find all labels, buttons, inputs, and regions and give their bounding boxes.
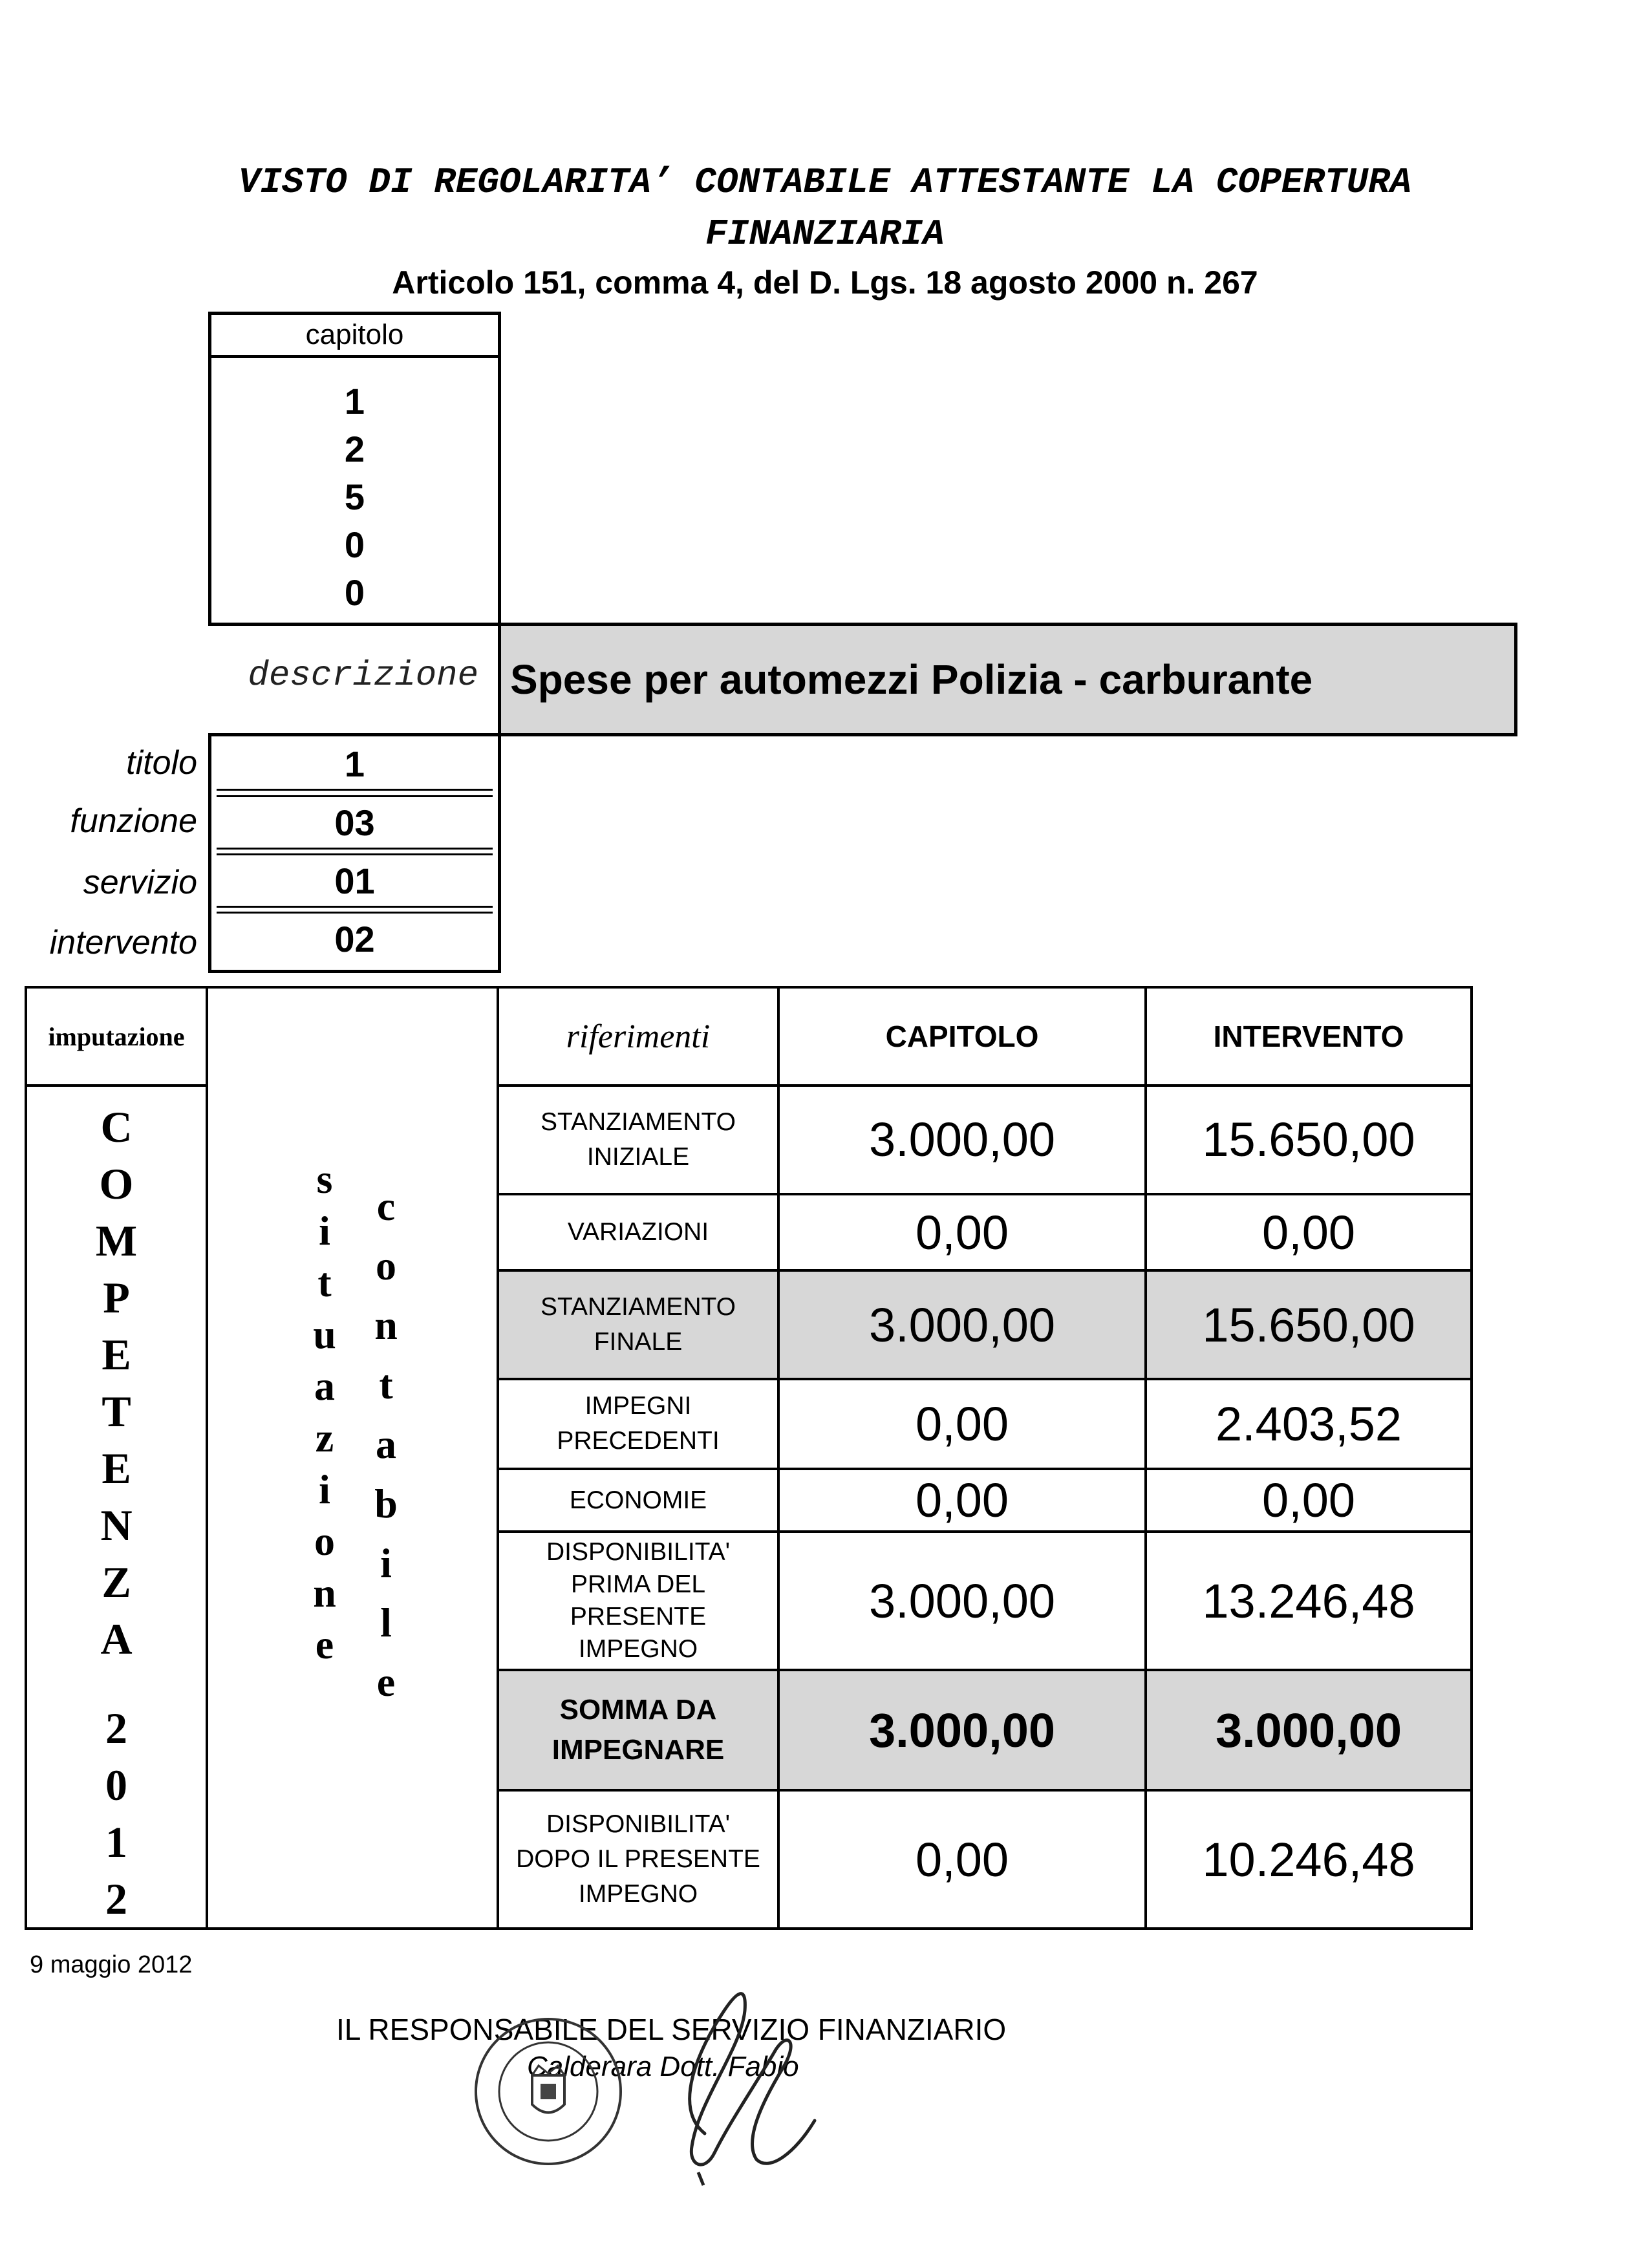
descrizione-label: descrizione xyxy=(248,656,478,696)
vertical-letter: s xyxy=(316,1156,333,1202)
codes-inner xyxy=(217,733,493,973)
descrizione-value: Spese per automezzi Polizia - carburante xyxy=(498,623,1517,736)
vertical-letter: l xyxy=(380,1599,392,1645)
accounting-table xyxy=(25,986,1473,1930)
titolo-value: 1 xyxy=(217,738,493,791)
vertical-letter: O xyxy=(99,1159,134,1208)
imputazione-header: imputazione xyxy=(26,987,207,1086)
vertical-letter: Z xyxy=(102,1557,131,1607)
vertical-letter: u xyxy=(313,1311,336,1357)
vertical-letter: N xyxy=(100,1501,133,1550)
servizio-value: 01 xyxy=(217,853,493,908)
funzione-value: 03 xyxy=(217,795,493,850)
vertical-letter: e xyxy=(376,1659,396,1705)
vertical-letter: a xyxy=(376,1421,396,1467)
capitolo-value: 0,00 xyxy=(778,1379,1146,1469)
intervento-value: 0,00 xyxy=(1146,1469,1472,1532)
vertical-spacer xyxy=(27,1667,206,1700)
competenza-cell xyxy=(26,1086,207,1929)
capitolo-value: 3.000,00 xyxy=(778,1670,1146,1791)
intervento-value: 02 xyxy=(217,912,493,964)
capitolo-digit: 0 xyxy=(344,524,365,565)
capitolo-header: CAPITOLO xyxy=(778,987,1146,1086)
capitolo-number xyxy=(211,378,498,617)
vertical-letter: n xyxy=(374,1302,398,1348)
document-title-line2: FINANZIARIA xyxy=(705,213,945,255)
vertical-letter: E xyxy=(102,1330,131,1379)
document-title-line1: VISTO DI REGOLARITA’ CONTABILE ATTESTANTE LA COPERTURA xyxy=(238,162,1412,203)
vertical-letter: i xyxy=(319,1208,330,1254)
vertical-letter: a xyxy=(314,1363,335,1409)
capitolo-digit: 0 xyxy=(344,572,365,613)
intervento-value: 13.246,48 xyxy=(1146,1532,1472,1670)
capitolo-value: 3.000,00 xyxy=(778,1270,1146,1379)
vertical-letter: n xyxy=(313,1570,336,1616)
vertical-letter: 0 xyxy=(105,1760,127,1810)
vertical-letter: 2 xyxy=(105,1874,127,1923)
capitolo-label: capitolo xyxy=(208,312,501,358)
row-label-variazioni: VARIAZIONI xyxy=(498,1194,778,1270)
vertical-letter: t xyxy=(317,1259,332,1305)
situazione-contabile-cell xyxy=(207,987,498,1929)
intervento-value: 15.650,00 xyxy=(1146,1086,1472,1194)
handwritten-signature xyxy=(601,1972,847,2192)
vertical-letter: C xyxy=(100,1102,133,1151)
capitolo-digit: 2 xyxy=(344,429,365,469)
intervento-value: 10.246,48 xyxy=(1146,1790,1472,1929)
intervento-label: intervento xyxy=(49,924,197,961)
signature-icon xyxy=(601,1972,847,2192)
vertical-letter: i xyxy=(380,1540,392,1586)
row-label-impegni-precedenti: IMPEGNI PRECEDENTI xyxy=(498,1379,778,1469)
vertical-letter: z xyxy=(315,1415,334,1460)
row-label-economie: ECONOMIE xyxy=(498,1469,778,1532)
capitolo-number-box xyxy=(208,355,501,626)
intervento-value: 0,00 xyxy=(1146,1194,1472,1270)
capitolo-value: 0,00 xyxy=(778,1469,1146,1532)
document-subtitle: Articolo 151, comma 4, del D. Lgs. 18 agosto 2000 n. 267 xyxy=(392,264,1258,301)
servizio-label: servizio xyxy=(83,864,197,901)
vertical-letter: t xyxy=(379,1362,393,1407)
vertical-letter: 2 xyxy=(105,1704,127,1753)
intervento-value: 15.650,00 xyxy=(1146,1270,1472,1379)
row-label-disponibilita-prima: DISPONIBILITA' PRIMA DEL PRESENTE IMPEGNO xyxy=(498,1532,778,1670)
responsible-name: Calderara Dott. Fabio xyxy=(527,2051,799,2082)
vertical-letter: A xyxy=(100,1614,133,1664)
titolo-label: titolo xyxy=(126,744,197,782)
row-label-somma-da-impegnare: SOMMA DA IMPEGNARE xyxy=(498,1670,778,1791)
vertical-letter: o xyxy=(314,1518,335,1564)
riferimenti-header: riferimenti xyxy=(498,987,778,1086)
vertical-letter: i xyxy=(319,1466,330,1512)
competenza-vertical xyxy=(27,1087,206,1927)
capitolo-digit: 1 xyxy=(344,381,365,422)
vertical-letter: b xyxy=(374,1481,398,1526)
vertical-letter: T xyxy=(102,1387,131,1436)
intervento-header: INTERVENTO xyxy=(1146,987,1472,1086)
row-label-disponibilita-dopo: DISPONIBILITA' DOPO IL PRESENTE IMPEGNO xyxy=(498,1790,778,1929)
situazione-vertical xyxy=(305,1155,344,1673)
vertical-letter: 1 xyxy=(105,1817,127,1867)
capitolo-value: 3.000,00 xyxy=(778,1532,1146,1670)
vertical-letter: E xyxy=(102,1444,131,1493)
vertical-letter: c xyxy=(376,1183,396,1229)
document-date: 9 maggio 2012 xyxy=(30,1951,193,1978)
capitolo-value: 3.000,00 xyxy=(778,1086,1146,1194)
funzione-label: funzione xyxy=(70,802,197,840)
vertical-letter: e xyxy=(315,1621,334,1667)
capitolo-value: 0,00 xyxy=(778,1194,1146,1270)
intervento-value: 2.403,52 xyxy=(1146,1379,1472,1469)
responsible-role: IL RESPONSABILE DEL SERVIZIO FINANZIARIO xyxy=(336,2013,1007,2046)
vertical-letter: o xyxy=(376,1243,396,1289)
capitolo-digit: 5 xyxy=(344,476,365,517)
capitolo-value: 0,00 xyxy=(778,1790,1146,1929)
vertical-letter: P xyxy=(103,1273,130,1322)
intervento-value: 3.000,00 xyxy=(1146,1670,1472,1791)
row-label-stanziamento-finale: STANZIAMENTO FINALE xyxy=(498,1270,778,1379)
row-label-stanziamento-iniziale: STANZIAMENTO INIZIALE xyxy=(498,1086,778,1194)
vertical-letter: M xyxy=(95,1216,138,1265)
contabile-vertical xyxy=(367,1182,405,1718)
